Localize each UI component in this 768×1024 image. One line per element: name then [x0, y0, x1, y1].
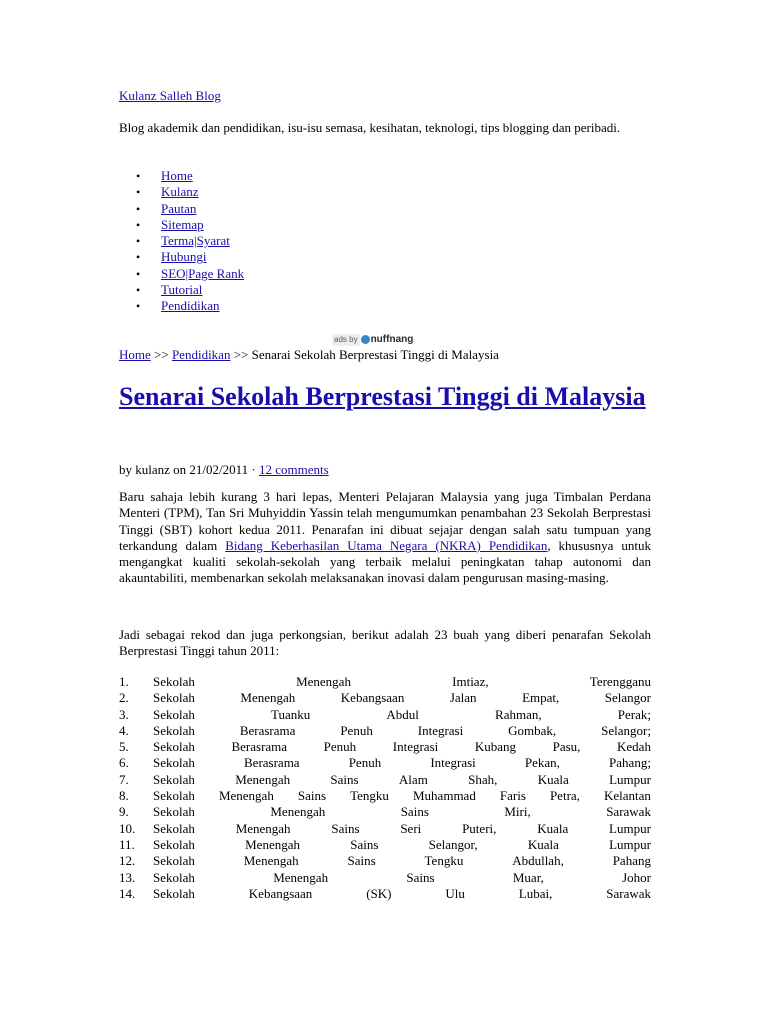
nav-item	[119, 217, 244, 233]
breadcrumb	[119, 347, 499, 363]
breadcrumb-category-link[interactable]: Pendidikan	[171, 347, 231, 362]
school-name: Sekolah Menengah Sains Seri Puteri, Kuala Lumpur	[153, 820, 651, 836]
nav-item	[119, 249, 244, 265]
school-name: Sekolah Berasrama Penuh Integrasi Gombak, Selangor;	[153, 722, 651, 738]
school-list-item	[119, 788, 651, 804]
school-name: Sekolah Berasrama Penuh Integrasi Pekan, Pahang;	[153, 755, 651, 771]
school-number: 2.	[119, 690, 129, 706]
comments-link[interactable]: 12 comments	[258, 462, 329, 477]
school-number: 10.	[119, 820, 136, 836]
school-list-item	[119, 804, 651, 820]
ads-by-label: ads by	[334, 334, 358, 344]
intro-paragraph	[119, 489, 651, 587]
nav-item	[119, 184, 244, 200]
nav-link-pautan[interactable]: Pautan	[161, 200, 197, 216]
nkra-link[interactable]: Bidang Keberhasilan Utama Negara (NKRA) Pendidikan	[225, 537, 548, 553]
school-name: Sekolah Tuanku Abdul Rahman, Perak;	[153, 706, 651, 722]
school-list-item	[119, 837, 651, 853]
school-list-item	[119, 739, 651, 755]
school-number: 5.	[119, 739, 129, 755]
nav-item	[119, 168, 244, 184]
nav-link-sitemap[interactable]: Sitemap	[161, 216, 204, 232]
school-number: 7.	[119, 771, 129, 787]
school-name: Sekolah Menengah Sains Selangor, Kuala Lumpur	[153, 836, 651, 852]
school-name: Sekolah Menengah Sains Muar, Johor	[153, 869, 651, 885]
school-name: Sekolah Menengah Sains Tengku Abdullah, Pahang	[153, 853, 651, 869]
school-number: 11.	[119, 836, 135, 852]
nav-item	[119, 233, 244, 249]
nav-link-hubungi[interactable]: Hubungi	[161, 249, 207, 265]
nav-link-tutorial[interactable]: Tutorial	[161, 282, 203, 298]
nav-item	[119, 201, 244, 217]
school-number: 12.	[119, 853, 136, 869]
school-number: 1.	[119, 674, 129, 689]
school-name: Sekolah Kebangsaan (SK) Ulu Lubai, Sarawak	[153, 885, 651, 901]
nav-item	[119, 298, 244, 314]
school-name: Sekolah Menengah Kebangsaan Jalan Empat, Selangor	[153, 690, 651, 706]
school-name: Sekolah Menengah Sains Tengku Muhammad Faris Petra, Kelantan	[153, 788, 651, 804]
blog-tagline: Blog akademik dan pendidikan, isu-isu semasa, kesihatan, teknologi, tips blogging dan peribadi.	[119, 120, 621, 135]
breadcrumb-current: Senarai Sekolah Berprestasi Tinggi di Malaysia	[251, 347, 499, 362]
list-intro-paragraph: Jadi sebagai rekod dan juga perkongsian, berikut adalah 23 buah yang diberi penarafan Sekolah Berprestasi Tinggi tahun 2011:	[119, 627, 651, 659]
post-title-link[interactable]: Senarai Sekolah Berprestasi Tinggi di Malaysia	[119, 382, 646, 411]
school-name: Sekolah Menengah Sains Miri, Sarawak	[153, 804, 651, 820]
school-list-item	[119, 723, 651, 739]
nav-link-terma-syarat[interactable]: Terma|Syarat	[161, 233, 230, 249]
school-number: 8.	[119, 788, 129, 804]
post-meta	[119, 462, 329, 478]
nav-item	[119, 266, 244, 282]
school-name: Sekolah Berasrama Penuh Integrasi Kubang Pasu, Kedah	[153, 739, 651, 755]
breadcrumb-separator: >>	[150, 347, 172, 362]
school-list-item	[119, 870, 651, 886]
school-list-item	[119, 821, 651, 837]
post-title	[119, 380, 659, 413]
nav-link-home[interactable]: Home	[161, 168, 193, 183]
school-list-item	[119, 690, 651, 706]
intro-text: Baru sahaja lebih kurang 3 hari lepas, Menteri Pelajaran Malaysia yang juga Timbalan Perdana Menteri (TPM), Tan Sri Muhyiddin Yassin telah mengumumkan penambahan 23 Sekolah Berprestasi Tinggi (SBT) kohort kedua 2011. Penarafan ini dibuat sejajar dengan salah satu tumpuan yang terkandung dalam	[119, 489, 651, 553]
main-nav	[119, 168, 244, 315]
school-number: 13.	[119, 869, 136, 885]
school-list-item	[119, 674, 651, 690]
intro-text-continued: , khususnya untuk mengangkat kualiti sekolah-sekolah yang terbaik melalui peningkatan tahap autonomi dan akauntabiliti, membenarkan sekolah melaksanakan inovasi dalam pengurusan masing-masing.	[119, 537, 652, 586]
nuffnang-brand: nuffnang	[370, 333, 414, 345]
nuffnang-logo-icon	[361, 335, 370, 344]
school-name: Sekolah Menengah Imtiaz, Terengganu	[153, 674, 651, 689]
nav-link-pendidikan[interactable]: Pendidikan	[161, 298, 220, 314]
school-number: 9.	[119, 804, 129, 820]
nuffnang-ad-badge[interactable]	[332, 333, 413, 346]
school-number: 4.	[119, 722, 129, 738]
nav-item	[119, 282, 244, 298]
breadcrumb-separator: >>	[230, 347, 252, 362]
breadcrumb-home-link[interactable]: Home	[119, 347, 151, 362]
post-author-date: by kulanz on 21/02/2011 ·	[119, 462, 259, 477]
school-list-item	[119, 853, 651, 869]
school-list-item	[119, 772, 651, 788]
school-number: 14.	[119, 885, 136, 901]
blog-title-link[interactable]: Kulanz Salleh Blog	[119, 88, 221, 103]
school-name: Sekolah Menengah Sains Alam Shah, Kuala Lumpur	[153, 771, 651, 787]
school-number: 3.	[119, 706, 129, 722]
school-list-item	[119, 755, 651, 771]
school-number: 6.	[119, 755, 129, 771]
nav-link-kulanz[interactable]: Kulanz	[161, 184, 199, 200]
school-list	[119, 674, 651, 902]
school-list-item	[119, 886, 651, 902]
nav-link-seo-page-rank[interactable]: SEO|Page Rank	[161, 265, 245, 281]
school-list-item	[119, 707, 651, 723]
